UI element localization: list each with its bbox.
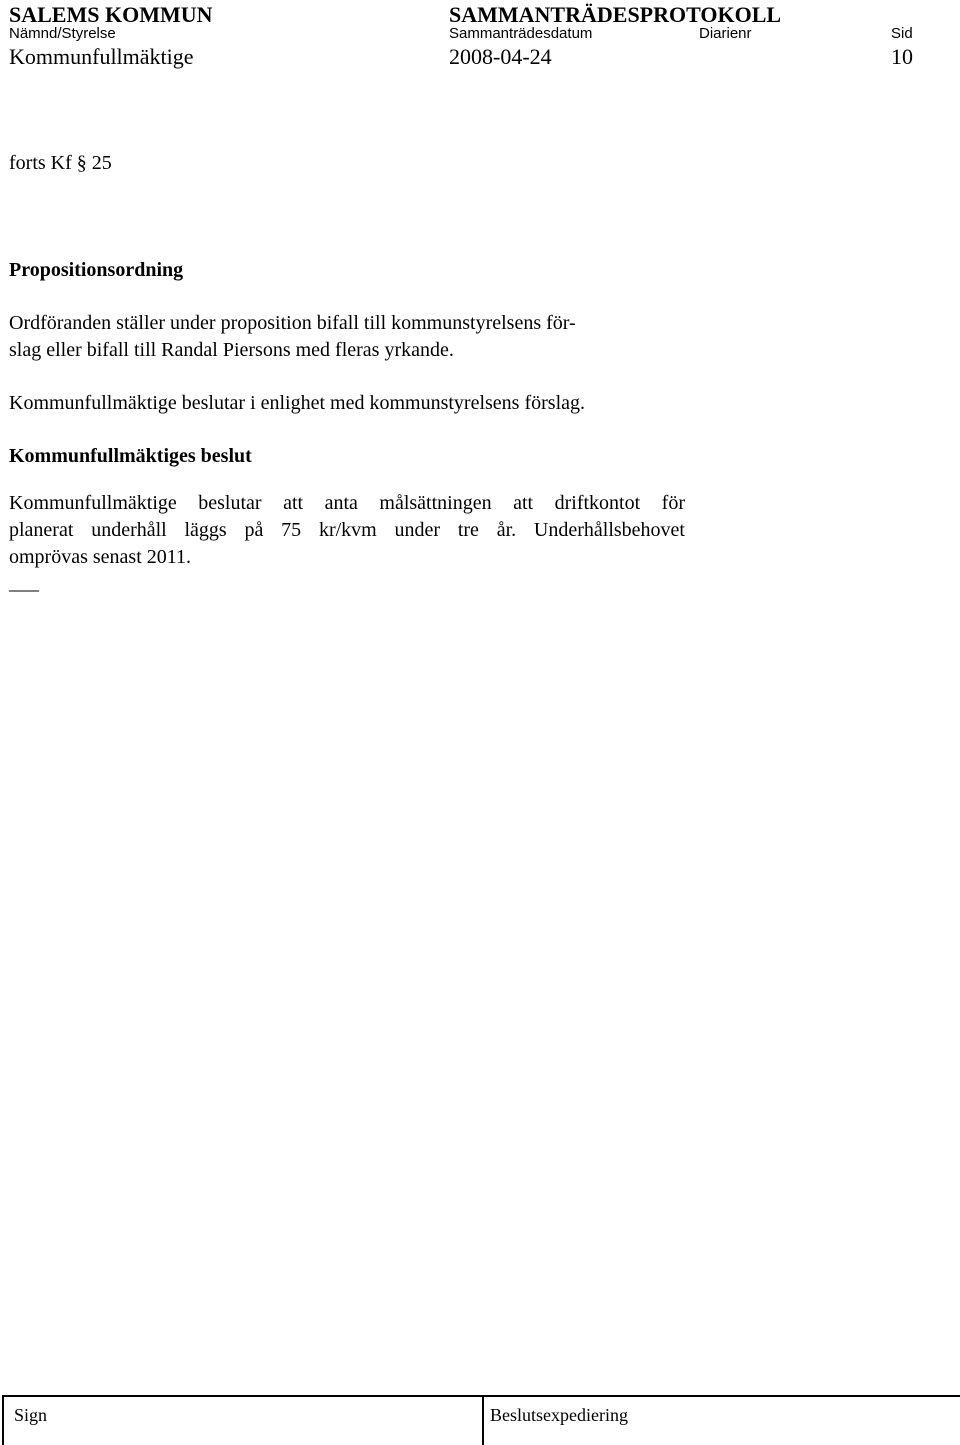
paragraph-line: slag eller bifall till Randal Piersons med fleras yrkande.: [9, 339, 454, 361]
heading-kommunfullmaktiges-beslut: Kommunfullmäktiges beslut: [9, 445, 252, 467]
end-mark: ___: [9, 572, 39, 594]
organization-name: SALEMS KOMMUN: [9, 2, 213, 27]
paragraph-decision: [9, 490, 685, 571]
meeting-date-value: 2008-04-24: [449, 44, 552, 69]
dispatch-label: Beslutsexpediering: [490, 1405, 628, 1425]
footer-divider: [2, 1397, 4, 1445]
continuation-reference: forts Kf § 25: [9, 152, 112, 174]
paragraph-line: Ordföranden ställer under proposition bifall till kommunstyrelsens för-: [9, 312, 576, 334]
diarienr-label: Diarienr: [699, 25, 752, 42]
paragraph-line: planerat underhåll läggs på 75 kr/kvm under tre år. Underhållsbehovet: [9, 519, 685, 541]
paragraph-line: omprövas senast 2011.: [9, 546, 192, 568]
board-value: Kommunfullmäktige: [9, 44, 194, 69]
board-label: Nämnd/Styrelse: [9, 25, 116, 42]
footer-signature-box: [2, 1395, 960, 1445]
paragraph-proposition: [9, 310, 576, 364]
page-number: 10: [891, 44, 913, 69]
footer-divider: [482, 1397, 484, 1445]
page-label: Sid: [891, 25, 913, 42]
meeting-date-label: Sammanträdesdatum: [449, 25, 593, 42]
document-type: SAMMANTRÄDESPROTOKOLL: [449, 2, 782, 27]
paragraph-line: Kommunfullmäktige beslutar att anta målsättningen att driftkontot för: [9, 492, 685, 514]
sign-label: Sign: [14, 1405, 48, 1425]
heading-propositionsordning: Propositionsordning: [9, 259, 184, 281]
paragraph-decision-statement: Kommunfullmäktige beslutar i enlighet med kommunstyrelsens förslag.: [9, 392, 586, 414]
